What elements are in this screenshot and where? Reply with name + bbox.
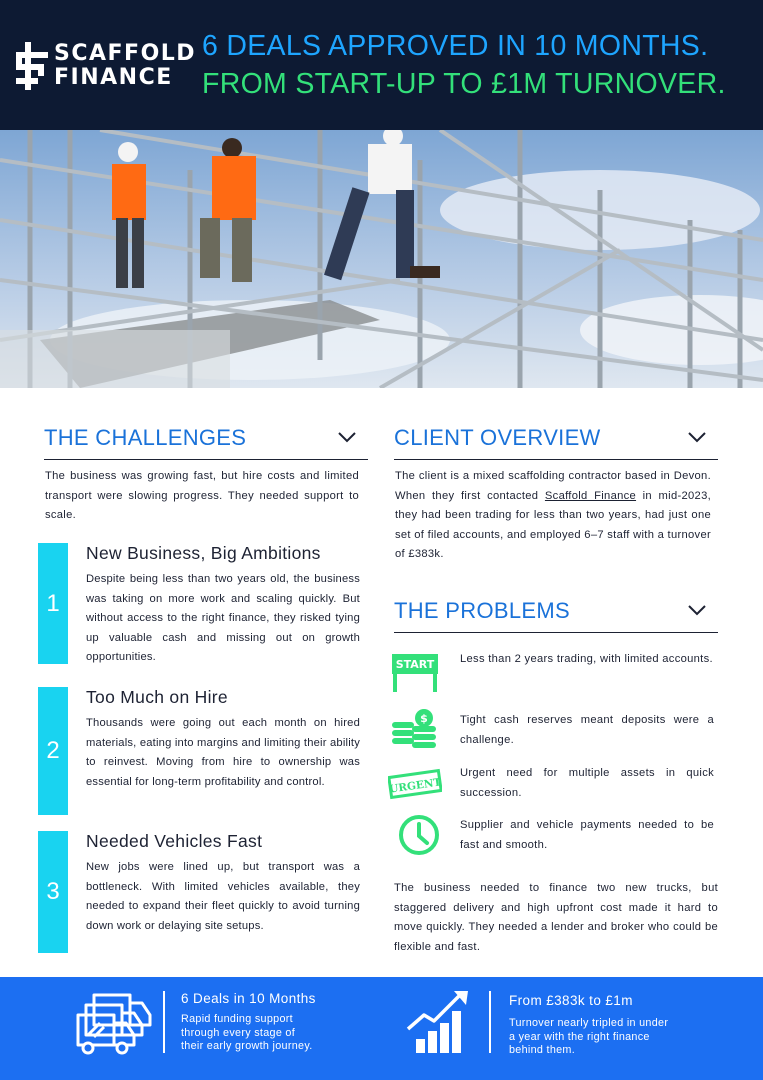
challenge-body-1: Despite being less than two years old, the business was taking on more work and scaling quickly. But without access to the right finance, they risked tying up valuable cash and missing out on growth opportunities. [86, 573, 360, 663]
scaffold-finance-link[interactable]: Scaffold Finance [544, 489, 637, 502]
challenges-title: THE CHALLENGES [44, 425, 247, 450]
footer-left-line-2: through every stage of [181, 1026, 296, 1039]
problems-summary: The business needed to finance two new trucks, but staggered delivery and high upfront cost made it hard to move quickly. They needed a lender and broker who could be flexible and fast. [394, 882, 718, 953]
number-3: 3 [46, 878, 60, 905]
challenges-section-header[interactable] [44, 425, 368, 451]
footer-left-line-3: their early growth journey. [181, 1040, 313, 1052]
scaffold-workers-illustration [0, 130, 763, 388]
section-divider [394, 632, 718, 633]
number-badge-1 [38, 543, 68, 664]
problems-title: THE PROBLEMS [394, 598, 570, 623]
start-badge-label: START [395, 658, 435, 671]
coin-stack-icon [388, 708, 442, 752]
footer-right-line-3: behind them. [509, 1044, 576, 1056]
number-2: 2 [46, 737, 60, 764]
problems-section-header[interactable] [394, 598, 718, 624]
footer-divider-right [489, 991, 491, 1053]
problem-text-1: Less than 2 years trading, with limited accounts. [460, 653, 713, 665]
problem-text-3: Urgent need for multiple assets in quick succession. [460, 767, 714, 799]
logo-line-1: SCAFFOLD [54, 41, 197, 66]
challenge-title-1: New Business, Big Ambitions [86, 543, 321, 563]
headline-line-2: FROM START-UP TO £1M TURNOVER. [202, 68, 726, 100]
headline [202, 27, 758, 103]
logo-text [54, 42, 196, 90]
trucks-icon [74, 991, 154, 1057]
footer-right-title: From £383k to £1m [509, 993, 633, 1008]
footer-divider-left [163, 991, 165, 1053]
number-1: 1 [46, 589, 60, 617]
chevron-down-icon[interactable] [688, 604, 706, 616]
problem-text-2: Tight cash reserves meant deposits were a challenge. [460, 714, 714, 746]
footer-right-line-2: a year with the right finance [509, 1030, 650, 1043]
footer-left-title: 6 Deals in 10 Months [181, 991, 316, 1006]
logo-mark-icon [14, 42, 54, 90]
footer-left-line-1: Rapid funding support [181, 1013, 293, 1025]
header-banner [0, 0, 763, 130]
clock-icon [388, 812, 442, 856]
hero-photo-scaffolders [0, 130, 763, 388]
section-divider [394, 459, 718, 460]
footer-stats-bar [0, 977, 763, 1080]
urgent-badge-label: URGENT [388, 776, 442, 796]
logo-line-2: FINANCE [54, 65, 173, 90]
problem-text-4: Supplier and vehicle payments needed to be fast and smooth. [460, 819, 714, 851]
client-overview-text-1: The client is a mixed scaffolding contractor based in Devon. When they first contacted [395, 470, 711, 502]
scaffold-finance-logo[interactable] [14, 41, 197, 92]
challenge-title-3: Needed Vehicles Fast [86, 831, 263, 851]
growth-chart-icon [404, 989, 474, 1055]
client-overview-title: CLIENT OVERVIEW [394, 425, 601, 450]
number-badge-2 [38, 687, 68, 815]
client-overview-text [395, 467, 711, 565]
urgent-stamp-icon [388, 762, 442, 806]
footer-left-body [181, 1013, 313, 1054]
start-banner-icon [388, 650, 442, 694]
challenges-intro: The business was growing fast, but hire costs and limited transport were slowing progress. They needed support to scale. [45, 470, 359, 521]
footer-right-body [509, 1017, 668, 1058]
footer-right-line-1: Turnover nearly tripled in under [509, 1017, 669, 1029]
challenge-title-2: Too Much on Hire [86, 687, 228, 707]
section-divider [44, 459, 368, 460]
client-overview-text-2: in mid-2023, they had been trading for less than two years, had just one set of filed accounts, and employed 6–7 staff with a turnover of £383k. [395, 489, 712, 560]
challenge-body-2: Thousands were going out each month on hired materials, eating into margins and limiting their ability to reinvest. Moving from hire to ownership was essential for long-term profitability and control. [86, 717, 360, 788]
headline-line-1: 6 DEALS APPROVED IN 10 MONTHS. [202, 30, 709, 62]
challenge-body-3: New jobs were lined up, but transport was a bottleneck. With limited vehicles available, they needed to expand their fleet quickly to avoid turning down work or delaying site setups. [86, 861, 360, 932]
chevron-down-icon[interactable] [338, 431, 356, 443]
client-overview-section-header[interactable] [394, 425, 718, 451]
chevron-down-icon[interactable] [688, 431, 706, 443]
svg-text:$: $ [420, 712, 428, 725]
number-badge-3 [38, 831, 68, 953]
